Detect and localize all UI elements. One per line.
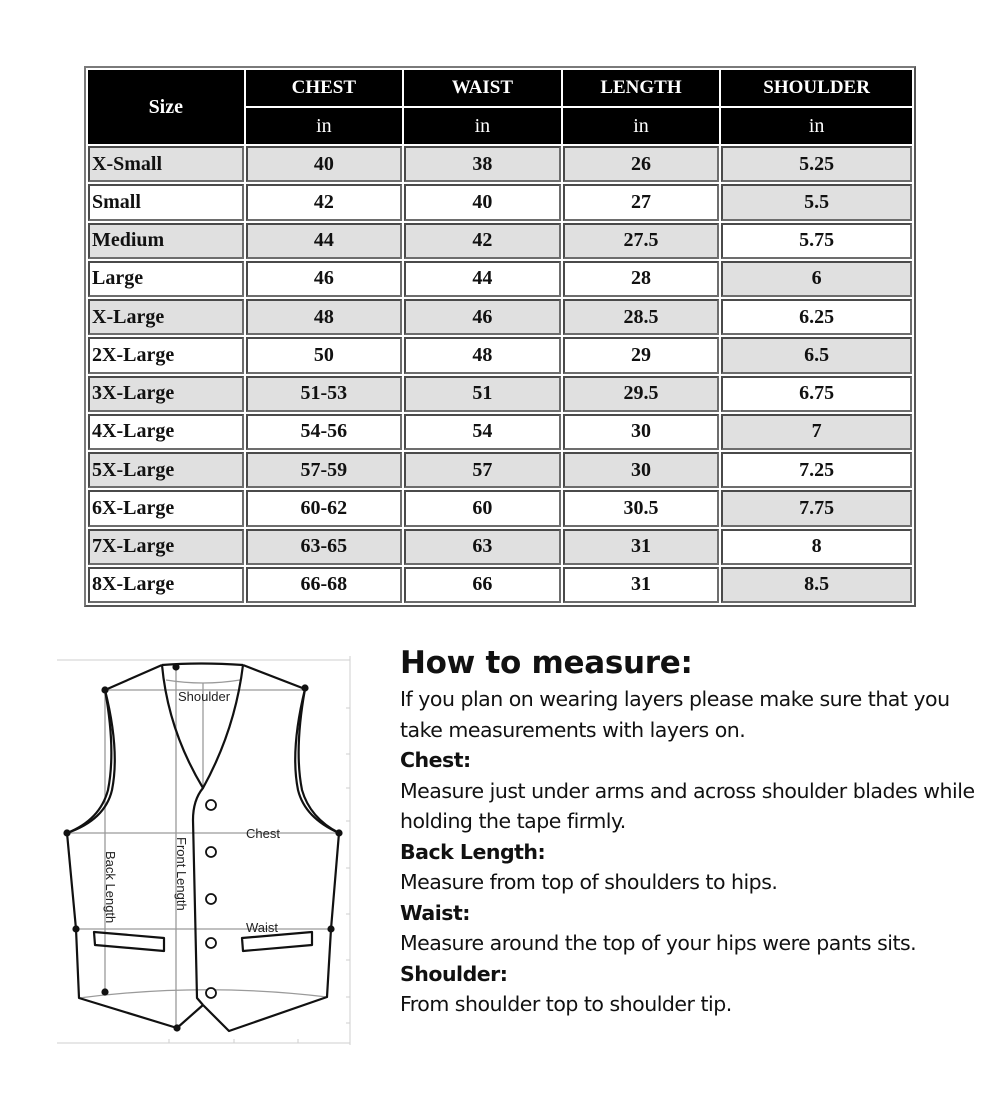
- cell-shoulder: 7.25: [721, 452, 912, 488]
- how-to-measure-section: [400, 642, 980, 1020]
- cell-shoulder: 5.25: [721, 146, 912, 182]
- cell-shoulder: 8: [721, 529, 912, 565]
- cell-length: 29: [563, 337, 720, 373]
- cell-size: X-Large: [88, 299, 244, 335]
- measure-term-chest: Chest:: [400, 748, 471, 772]
- measure-desc-chest: Measure just under arms and across shoulder blades while holding the tape firmly.: [400, 778, 975, 833]
- table-row: [88, 184, 912, 220]
- cell-waist: 42: [404, 223, 561, 259]
- cell-shoulder: 7: [721, 414, 912, 450]
- cell-size: 5X-Large: [88, 452, 244, 488]
- diagram-label-waist: Waist: [246, 920, 279, 935]
- cell-chest: 54-56: [246, 414, 403, 450]
- diagram-label-front-length: Front Length: [174, 837, 189, 911]
- cell-waist: 54: [404, 414, 561, 450]
- cell-size: 6X-Large: [88, 490, 244, 526]
- how-to-measure-intro: If you plan on wearing layers please make sure that you take measurements with layers on.: [400, 687, 950, 742]
- how-to-measure-title: How to measure:: [400, 645, 693, 681]
- cell-chest: 51-53: [246, 376, 403, 412]
- cell-size: Small: [88, 184, 244, 220]
- header-size: Size: [88, 70, 244, 144]
- cell-waist: 46: [404, 299, 561, 335]
- header-chest: CHEST: [246, 70, 403, 106]
- cell-chest: 60-62: [246, 490, 403, 526]
- cell-shoulder: 5.75: [721, 223, 912, 259]
- measure-desc-shoulder: From shoulder top to shoulder tip.: [400, 992, 732, 1016]
- cell-chest: 66-68: [246, 567, 403, 603]
- cell-size: 4X-Large: [88, 414, 244, 450]
- cell-length: 27: [563, 184, 720, 220]
- cell-length: 30: [563, 414, 720, 450]
- cell-size: 3X-Large: [88, 376, 244, 412]
- diagram-label-chest: Chest: [246, 826, 280, 841]
- table-row: [88, 337, 912, 373]
- table-row: [88, 567, 912, 603]
- cell-waist: 51: [404, 376, 561, 412]
- cell-chest: 40: [246, 146, 403, 182]
- table-row: [88, 261, 912, 297]
- cell-waist: 66: [404, 567, 561, 603]
- cell-shoulder: 6.5: [721, 337, 912, 373]
- table-row: [88, 452, 912, 488]
- measure-term-shoulder: Shoulder:: [400, 961, 508, 986]
- table-row: [88, 146, 912, 182]
- cell-shoulder: 7.75: [721, 490, 912, 526]
- table-row: [88, 490, 912, 526]
- diagram-label-shoulder: Shoulder: [178, 689, 231, 704]
- cell-size: X-Small: [88, 146, 244, 182]
- cell-shoulder: 6: [721, 261, 912, 297]
- cell-length: 31: [563, 567, 720, 603]
- measure-desc-back-length: Measure from top of shoulders to hips.: [400, 870, 778, 894]
- button-icons: [206, 800, 216, 998]
- measure-desc-waist: Measure around the top of your hips were pants sits.: [400, 931, 917, 955]
- unit-waist: in: [404, 108, 561, 144]
- cell-shoulder: 6.75: [721, 376, 912, 412]
- cell-waist: 63: [404, 529, 561, 565]
- cell-waist: 40: [404, 184, 561, 220]
- table-header-row: [88, 70, 912, 106]
- table-row: [88, 223, 912, 259]
- table-row: [88, 376, 912, 412]
- cell-size: 8X-Large: [88, 567, 244, 603]
- table-row: [88, 299, 912, 335]
- cell-waist: 48: [404, 337, 561, 373]
- cell-waist: 57: [404, 452, 561, 488]
- cell-length: 27.5: [563, 223, 720, 259]
- cell-waist: 44: [404, 261, 561, 297]
- cell-waist: 38: [404, 146, 561, 182]
- unit-shoulder: in: [721, 108, 912, 144]
- cell-length: 31: [563, 529, 720, 565]
- cell-chest: 48: [246, 299, 403, 335]
- cell-shoulder: 6.25: [721, 299, 912, 335]
- cell-length: 28: [563, 261, 720, 297]
- cell-chest: 42: [246, 184, 403, 220]
- cell-length: 30: [563, 452, 720, 488]
- header-waist: WAIST: [404, 70, 561, 106]
- cell-length: 29.5: [563, 376, 720, 412]
- cell-size: Large: [88, 261, 244, 297]
- cell-chest: 46: [246, 261, 403, 297]
- cell-waist: 60: [404, 490, 561, 526]
- header-length: LENGTH: [563, 70, 720, 106]
- table-row: [88, 529, 912, 565]
- unit-chest: in: [246, 108, 403, 144]
- cell-length: 30.5: [563, 490, 720, 526]
- cell-chest: 57-59: [246, 452, 403, 488]
- cell-length: 26: [563, 146, 720, 182]
- header-shoulder: SHOULDER: [721, 70, 912, 106]
- unit-length: in: [563, 108, 720, 144]
- cell-size: Medium: [88, 223, 244, 259]
- cell-size: 7X-Large: [88, 529, 244, 565]
- cell-chest: 50: [246, 337, 403, 373]
- vest-diagram: [50, 640, 370, 1060]
- cell-chest: 63-65: [246, 529, 403, 565]
- cell-length: 28.5: [563, 299, 720, 335]
- cell-shoulder: 8.5: [721, 567, 912, 603]
- cell-chest: 44: [246, 223, 403, 259]
- table-row: [88, 414, 912, 450]
- size-chart-table: [84, 66, 916, 607]
- measure-term-waist: Waist:: [400, 900, 470, 925]
- diagram-label-back-length: Back Length: [103, 851, 118, 924]
- cell-shoulder: 5.5: [721, 184, 912, 220]
- cell-size: 2X-Large: [88, 337, 244, 373]
- measure-term-back-length: Back Length:: [400, 839, 546, 864]
